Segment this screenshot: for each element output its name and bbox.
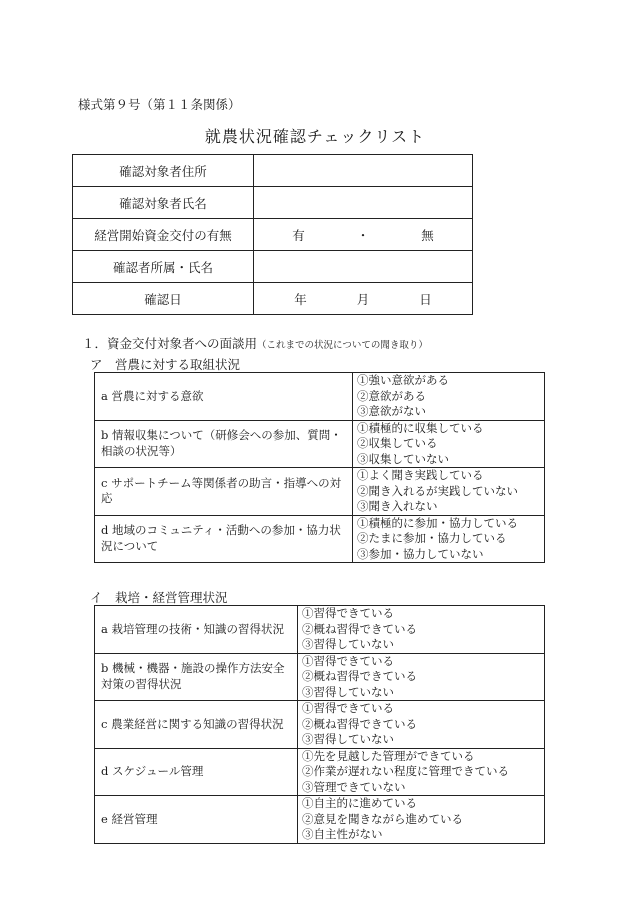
cultivation-management-table bbox=[94, 605, 545, 844]
question-text: c 農業経営に関する知識の習得状況 bbox=[101, 716, 284, 731]
option-item[interactable]: ①習得できている bbox=[302, 653, 394, 668]
option-item[interactable]: ①強い意欲がある bbox=[357, 373, 449, 387]
section-1-title: １．資金交付対象者への面談用 bbox=[82, 336, 258, 351]
question-text: a 営農に対する意欲 bbox=[101, 388, 204, 403]
table-row bbox=[95, 748, 545, 796]
section-a-heading: ア 営農に対する取組状況 bbox=[90, 357, 241, 372]
date-field[interactable] bbox=[254, 283, 473, 315]
funding-yes-no-field[interactable] bbox=[254, 219, 473, 251]
section-i-heading: イ 栽培・経営管理状況 bbox=[90, 590, 228, 605]
question-text: b 機械・機器・施設の操作方法安全対策の習得状況 bbox=[101, 661, 285, 691]
option-item[interactable]: ①積極的に参加・協力している bbox=[357, 515, 518, 530]
form-number: 様式第９号（第１１条関係） bbox=[78, 97, 241, 112]
address-field[interactable] bbox=[254, 155, 473, 187]
option-item[interactable]: ②聞き入れるが実践していない bbox=[357, 483, 518, 498]
option-item[interactable]: ③聞き入れない bbox=[357, 499, 438, 513]
table-row bbox=[95, 373, 545, 421]
name-field[interactable] bbox=[254, 187, 473, 219]
question-text: d 地域のコミュニティ・活動への参加・協力状況について bbox=[101, 523, 341, 553]
table-row bbox=[73, 283, 473, 315]
funding-label: 経営開始資金交付の有無 bbox=[73, 219, 254, 251]
yes-option[interactable]: 有 bbox=[292, 227, 305, 243]
option-item[interactable]: ②意欲がある bbox=[357, 388, 426, 403]
option-item[interactable]: ②たまに参加・協力している bbox=[357, 531, 507, 545]
question-text: d スケジュール管理 bbox=[101, 764, 204, 778]
table-row bbox=[73, 187, 473, 219]
option-item[interactable]: ③意欲がない bbox=[357, 404, 426, 418]
option-item[interactable]: ②意見を聞きながら進めている bbox=[302, 811, 463, 826]
option-item[interactable]: ②概ね習得できている bbox=[302, 716, 417, 731]
option-item[interactable]: ③参加・協力していない bbox=[357, 546, 484, 561]
table-row bbox=[95, 653, 545, 701]
separator-dot: ・ bbox=[356, 227, 370, 243]
checker-label: 確認者所属・氏名 bbox=[73, 251, 254, 283]
farming-effort-table bbox=[94, 372, 545, 563]
table-row bbox=[95, 468, 545, 516]
option-item[interactable]: ①自主的に進めている bbox=[302, 796, 417, 810]
option-item[interactable]: ①習得できている bbox=[302, 701, 394, 715]
option-item[interactable]: ③自主性がない bbox=[302, 827, 383, 841]
name-label: 確認対象者氏名 bbox=[73, 187, 254, 219]
month-unit: 月 bbox=[356, 291, 370, 307]
checker-field[interactable] bbox=[254, 251, 473, 283]
option-item[interactable]: ②収集している bbox=[357, 436, 438, 450]
question-text: a 栽培管理の技術・知識の習得状況 bbox=[101, 621, 285, 636]
table-row bbox=[95, 701, 545, 749]
option-item[interactable]: ③管理できていない bbox=[302, 779, 406, 794]
question-text: c サポートチーム等関係者の助言・指導への対応 bbox=[101, 475, 342, 506]
no-option[interactable]: 無 bbox=[421, 227, 434, 243]
day-unit: 日 bbox=[419, 291, 432, 307]
section-1-heading bbox=[82, 334, 428, 352]
table-row bbox=[73, 155, 473, 187]
option-item[interactable]: ②概ね習得できている bbox=[302, 621, 417, 636]
table-row bbox=[73, 251, 473, 283]
option-item[interactable]: ②作業が遅れない程度に管理できている bbox=[302, 764, 509, 778]
section-1-note: （これまでの状況についての聞き取り） bbox=[257, 340, 428, 351]
option-item[interactable]: ③習得していない bbox=[302, 732, 394, 746]
table-row bbox=[95, 420, 545, 468]
option-item[interactable]: ①先を見越した管理ができている bbox=[302, 748, 475, 763]
table-row bbox=[95, 515, 545, 563]
table-row bbox=[95, 796, 545, 844]
option-item[interactable]: ③収集していない bbox=[357, 451, 449, 466]
option-item[interactable]: ①積極的に収集している bbox=[357, 420, 484, 435]
option-item[interactable]: ③習得していない bbox=[302, 684, 394, 699]
option-item[interactable]: ③習得していない bbox=[302, 637, 394, 651]
option-item[interactable]: ②概ね習得できている bbox=[302, 669, 417, 683]
address-label: 確認対象者住所 bbox=[73, 155, 254, 187]
date-label: 確認日 bbox=[73, 283, 254, 315]
option-item[interactable]: ①よく聞き実践している bbox=[357, 468, 484, 482]
question-text: b 情報収集について（研修会への参加、質問・相談の状況等） bbox=[101, 428, 342, 458]
option-item[interactable]: ①習得できている bbox=[302, 606, 394, 620]
table-row bbox=[95, 606, 545, 654]
page-title: 就農状況確認チェックリスト bbox=[204, 127, 426, 146]
table-row bbox=[73, 219, 473, 251]
applicant-info-table bbox=[72, 154, 473, 315]
year-unit: 年 bbox=[294, 291, 307, 307]
question-text: e 経営管理 bbox=[101, 811, 158, 826]
